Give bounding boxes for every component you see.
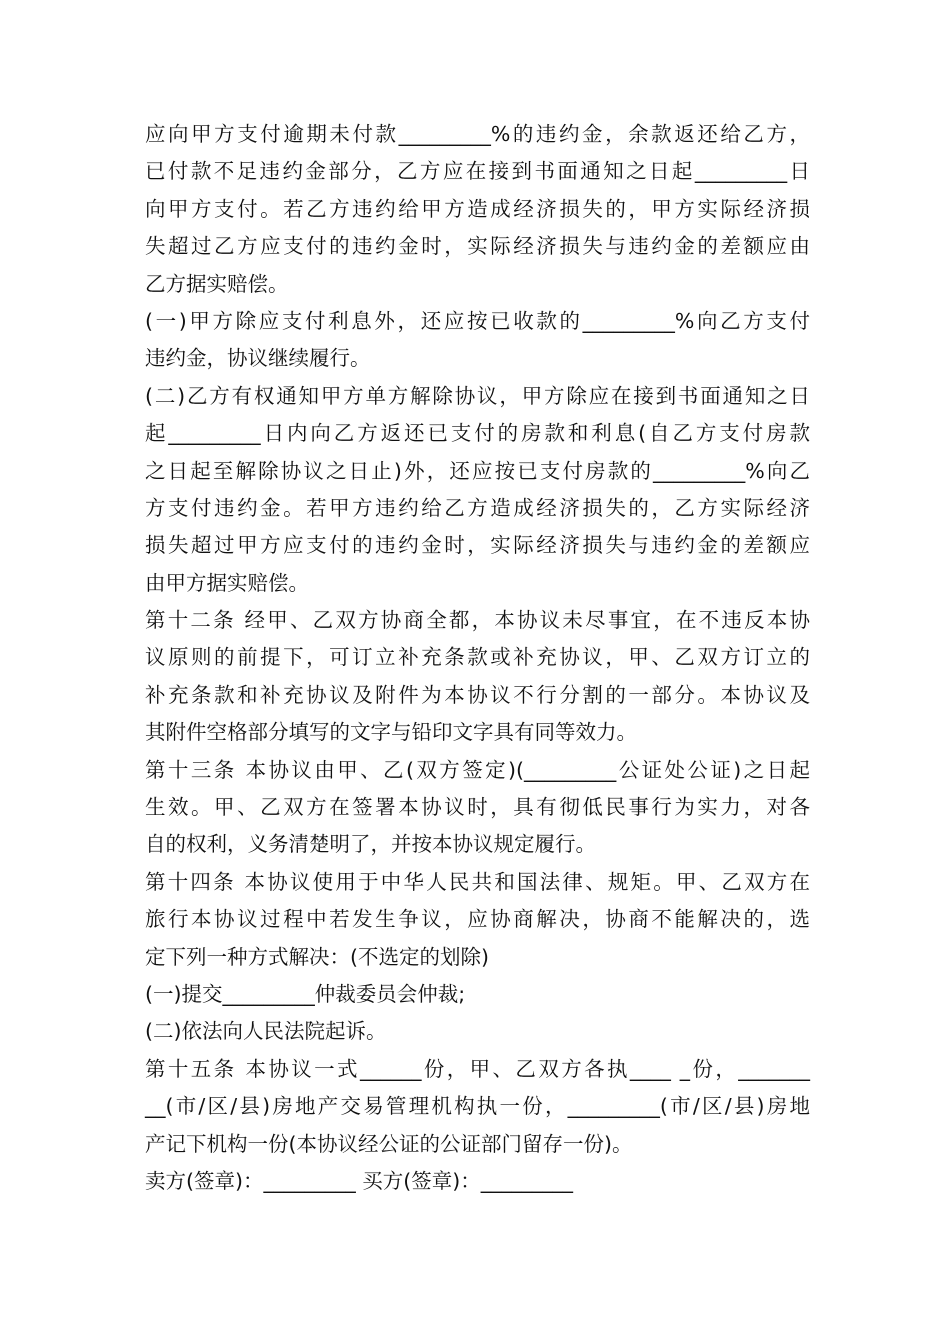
text-line: 由甲方据实赔偿。 (145, 570, 309, 595)
text-line: 生效。甲、乙双方在签署本协议时，具有彻低民事行为实力，对各 (145, 795, 810, 820)
text-line: 卖方(签章)：_________ 买方(签章)：_________ (145, 1168, 574, 1193)
text-line: 乙方据实赔偿。 (145, 271, 289, 296)
text-line: 违约金，协议继续履行。 (145, 346, 371, 371)
text-line: 补充条款和补充协议及附件为本协议不行分割的一部分。本协议及 (145, 682, 810, 707)
text-line: 方支付违约金。若甲方违约给乙方造成经济损失的，乙方实际经济 (145, 495, 810, 520)
text-line: 其附件空格部分填写的文字与铅印文字具有同等效力。 (145, 720, 637, 745)
text-line: 第十五条 本协议一式______份，甲、乙双方各执____ _份，_______ (145, 1056, 810, 1081)
text-line: 起_________日内向乙方返还已支付的房款和利息(自乙方支付房款 (145, 421, 810, 446)
text-line: 第十三条 本协议由甲、乙(双方签定)(_________公证处公证)之日起 (145, 757, 810, 782)
text-line: 第十四条 本协议使用于中华人民共和国法律、规矩。甲、乙双方在 (145, 869, 810, 894)
text-line: 第十二条 经甲、乙双方协商全都，本协议未尽事宜，在不违反本协 (145, 608, 810, 633)
text-line: 应向甲方支付逾期未付款_________%的违约金，余款返还给乙方， (145, 122, 810, 146)
text-line: 失超过乙方应支付的违约金时，实际经济损失与违约金的差额应由 (145, 234, 810, 259)
text-line: __(市/区/县)房地产交易管理机构执一份，_________(市/区/县)房地 (145, 1094, 810, 1119)
text-line: (二)依法向人民法院起诉。 (145, 1019, 387, 1044)
text-line: 之日起至解除协议之日止)外，还应按已支付房款的_________%向乙 (145, 458, 810, 483)
document-body (145, 116, 810, 1200)
text-line: 损失超过甲方应支付的违约金时，实际经济损失与违约金的差额应 (145, 533, 810, 558)
text-line: 定下列一种方式解决：(不选定的划除) (145, 944, 489, 969)
text-line: 已付款不足违约金部分，乙方应在接到书面通知之日起_________日 (145, 159, 810, 184)
text-line: 议原则的前提下，可订立补充条款或补充协议，甲、乙双方订立的 (145, 645, 810, 670)
text-line: (二)乙方有权通知甲方单方解除协议，甲方除应在接到书面通知之日 (145, 383, 810, 408)
text-line: 产记下机构一份(本协议经公证的公证部门留存一份)。 (145, 1131, 633, 1156)
text-line: 向甲方支付。若乙方违约给甲方造成经济损失的，甲方实际经济损 (145, 196, 810, 221)
text-line: (一)甲方除应支付利息外，还应按已收款的_________%向乙方支付 (145, 308, 810, 333)
text-line: 自的权利，义务清楚明了，并按本协议规定履行。 (145, 832, 596, 857)
text-line: (一)提交_________仲裁委员会仲裁; (145, 981, 466, 1006)
text-line: 旅行本协议过程中若发生争议，应协商解决，协商不能解决的，选 (145, 907, 810, 932)
